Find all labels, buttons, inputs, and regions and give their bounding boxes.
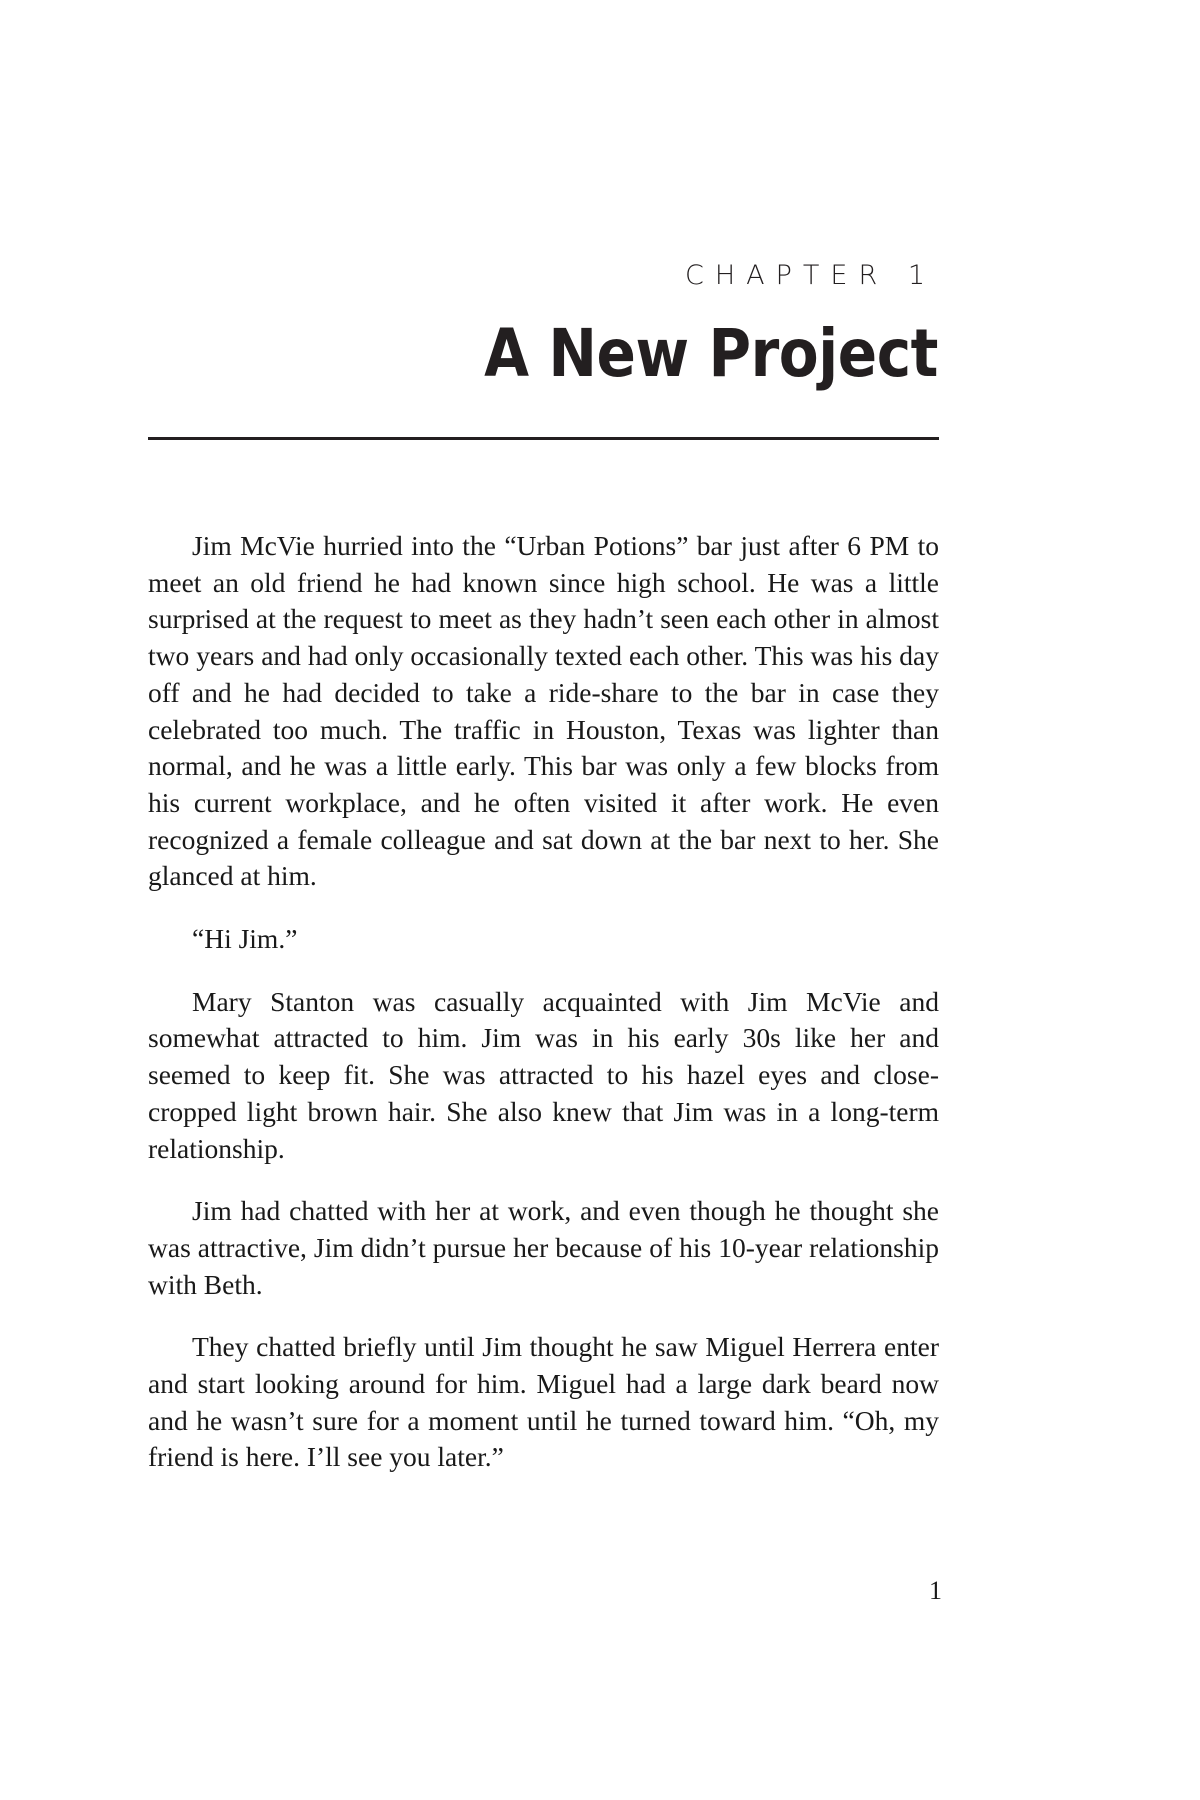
chapter-header — [148, 260, 938, 392]
page-number: 1 — [929, 1576, 942, 1605]
chapter-title: A New Project — [484, 315, 938, 392]
chapter-number-label: CHAPTER 1 — [685, 260, 936, 291]
body-paragraph: Jim McVie hurried into the “Urban Potions” bar just after 6 PM to meet an old friend he had known since high school. He was a little surprised at the request to meet as they hadn’t seen each other in almost two years and had only occasionally texted each other. This was his day off and he had decided to take a ride-share to the bar in case they celebrated too much. The traffic in Houston, Texas was lighter than normal, and he was a little early. This bar was only a few blocks from his current workplace, and he often visited it after work. He even recognized a female colleague and sat down at the bar next to her. She glanced at him. — [148, 530, 939, 892]
body-paragraph: “Hi Jim.” — [192, 923, 298, 955]
chapter-divider-rule — [148, 437, 939, 440]
body-paragraph: Mary Stanton was casually acquainted with Jim McVie and somewhat attracted to him. Jim was in his early 30s like her and seemed to keep fit. She was attracted to his hazel eyes and close-cropped light brown hair. She also knew that Jim was in a long-term relationship. — [148, 985, 939, 1164]
body-paragraph: They chatted briefly until Jim thought he saw Miguel Herrera enter and start looking around for him. Miguel had a large dark beard now and he wasn’t sure for a moment until he turned toward him. “Oh, my friend is here. I’ll see you later.” — [148, 1331, 939, 1473]
body-paragraph: Jim had chatted with her at work, and even though he thought she was attractive, Jim didn’t pursue her because of his 10-year relationship with Beth. — [148, 1195, 939, 1300]
body-text-area — [148, 528, 939, 1476]
